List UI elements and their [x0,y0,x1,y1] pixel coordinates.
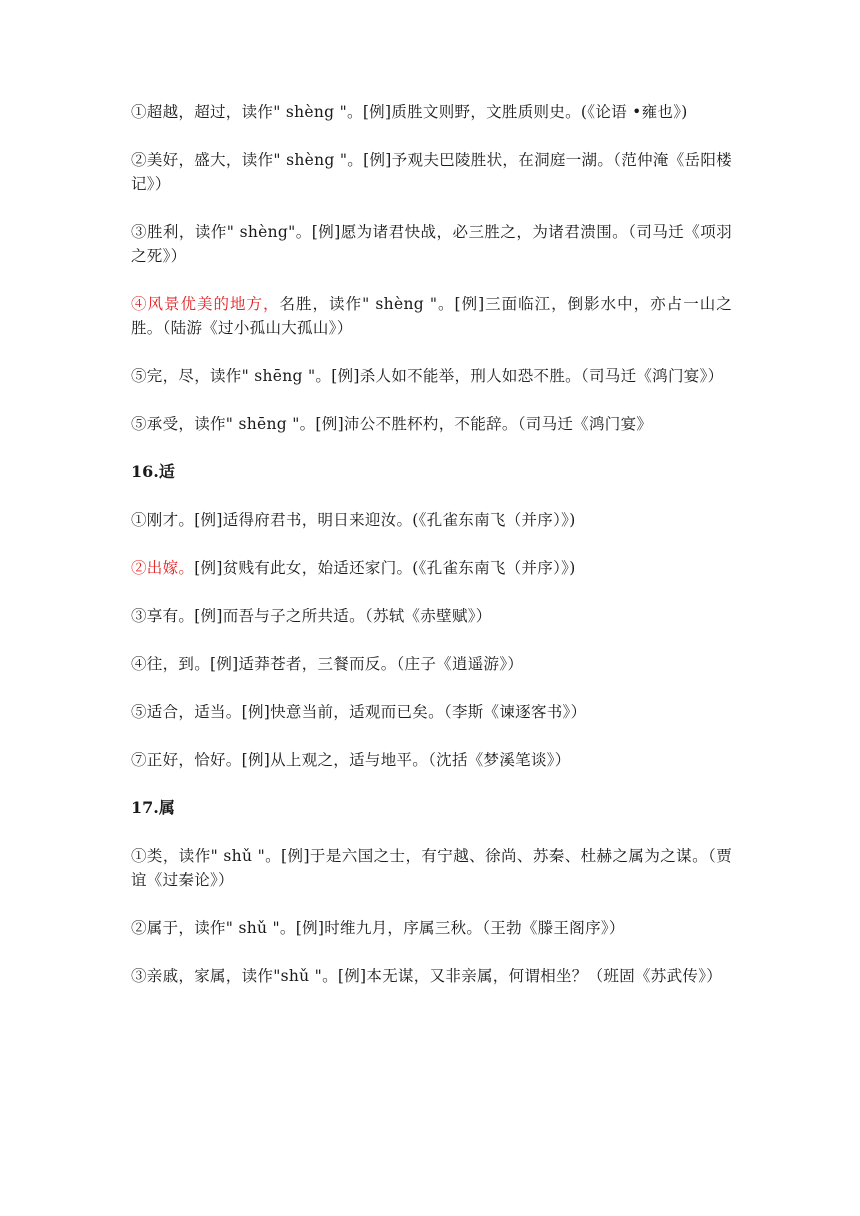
entry-shu-1: ①类，读作" shǔ "。[例]于是六国之士，有宁越、徐尚、苏秦、杜赫之属为之谋。（贾谊《过秦论》） [131,847,732,889]
entry-shi-5: ⑤适合，适当。[例]快意当前，适观而已矣。（李斯《谏逐客书》） [131,703,587,721]
entry-shi-4: ④往，到。[例]适莽苍者，三餐而反。（庄子《逍遥游》） [131,655,524,673]
entry-shu-2: ②属于，读作" shǔ "。[例]时维九月，序属三秋。（王勃《滕王阁序》） [131,919,625,937]
highlighted-definition: ④风景优美的地方， [131,295,280,313]
section-heading-shi: 16.适 [131,462,175,481]
entry-shi-1: ①刚才。[例]适得府君书，明日来迎汝。(《孔雀东南飞（并序）》) [131,511,576,529]
entry-shu-3: ③亲戚，家属，读作"shǔ "。[例]本无谋，又非亲属，何谓相坐？（班固《苏武传》） [131,967,723,985]
entry-shi-sheng-1: ①超越，超过，读作" shèng "。[例]质胜文则野，文胜质则史。(《论语 •雍也》) [131,103,688,121]
entry-shi-sheng-2: ②美好，盛大，读作" shèng "。[例]予观夫巴陵胜状，在洞庭一湖。（范仲淹《岳阳楼记》） [131,151,732,193]
entry-shi-6: ⑦正好，恰好。[例]从上观之，适与地平。（沈括《梦溪笔谈》） [131,751,571,769]
entry-shi-sheng-6: ⑤承受，读作" shēng "。[例]沛公不胜杯杓，不能辞。（司马迁《鸿门宴》 [131,415,653,433]
highlighted-definition: ②出嫁。 [131,559,195,577]
entry-shi-3: ③享有。[例]而吾与子之所共适。（苏轼《赤壁赋》） [131,607,492,625]
entry-shi-2: ②出嫁。[例]贫贱有此女，始适还家门。(《孔雀东南飞（并序）》) [131,559,576,577]
entry-shi-sheng-5: ⑤完，尽，读作" shēng "。[例]杀人如不能举，刑人如恐不胜。（司马迁《鸿门宴》） [131,367,724,385]
entry-shi-sheng-4: ④风景优美的地方，名胜，读作" shèng "。[例]三面临江，倒影水中，亦占一山之胜。（陆游《过小孤山大孤山》） [131,295,732,337]
entry-shi-sheng-3: ③胜利，读作" shèng"。[例]愿为诸君快战，必三胜之，为诸君溃围。（司马迁《项羽之死》） [131,223,732,265]
section-heading-shu: 17.属 [131,798,175,817]
